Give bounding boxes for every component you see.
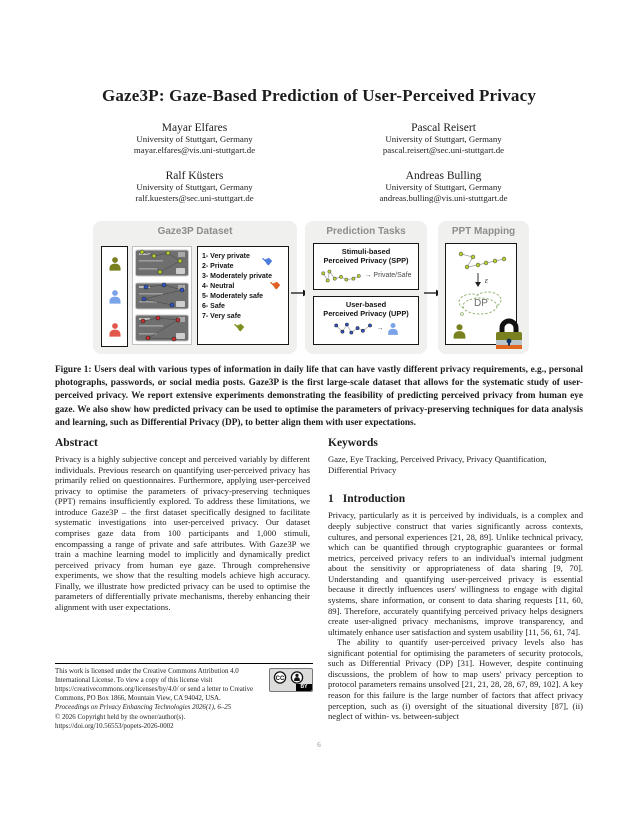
rating-item: 5- Moderately safe [202, 293, 264, 301]
introduction-heading [328, 493, 583, 505]
cc-by-badge [269, 668, 313, 692]
stimulus-card-image [134, 248, 190, 278]
figure-1 [93, 221, 529, 354]
spp-title: Perceived Privacy (SPP) [323, 256, 409, 266]
introduction-paragraph: The ability to quantify user-perceived privacy levels also has significant potential for optimising the parameters of security protocols, such as Differential Privacy (DP) [31]. However, despite continuing discussions, the problem of how to map users' privacy perception to protocol parameters remains unsolved [21, 21, 28, 28, 67, 89, 102]. A key reason for this failure is the large number of factors that affect privacy perception, such as (i) oversight of the situational diversity [87], (ii) neglect of within- vs. between-subject [328, 637, 583, 722]
rating-item: 4- Neutral [202, 283, 235, 291]
stimulus-card-image [134, 281, 190, 311]
gaze-scanpath-icon [333, 321, 375, 337]
rating-item: 2- Private [202, 263, 234, 271]
svg-text:CC: CC [275, 676, 285, 682]
panel-gaze3p-dataset [93, 221, 297, 354]
person-icon [107, 322, 123, 338]
author-affiliation: University of Stuttgart, Germany [136, 134, 253, 144]
upp-task-box [313, 296, 419, 345]
dp-label: DP [474, 298, 488, 309]
person-icon [107, 289, 123, 305]
author-4 [319, 170, 568, 205]
down-arrow-icon [474, 273, 482, 287]
footnote-rule [55, 663, 313, 664]
author-2 [319, 122, 568, 157]
author-1 [70, 122, 319, 157]
rating-item: 7- Very safe [202, 313, 241, 321]
section-title: Introduction [342, 493, 406, 506]
author-email[interactable]: andreas.bulling@vis.uni-stuttgart.de [379, 193, 508, 204]
page-title: Gaze3P: Gaze-Based Prediction of User-Perceived Privacy [101, 86, 537, 105]
privacy-rating-scale [197, 246, 289, 345]
venue-line: Proceedings on Privacy Enhancing Technologies 2026(1), 6–25 [55, 704, 232, 712]
keywords-introduction-column [328, 437, 583, 722]
lock-icon [494, 317, 524, 351]
gaze-scanpath-icon [320, 268, 362, 284]
upp-title: User-based [345, 300, 387, 309]
rating-item: 3- Moderately private [202, 273, 273, 281]
author-name: Pascal Reisert [411, 122, 476, 134]
epsilon-symbol: ε [484, 275, 489, 285]
hand-cursor-icon: ☛ [266, 274, 286, 293]
by-icon: BY [296, 684, 312, 691]
author-name: Ralf Küsters [165, 169, 224, 182]
rating-item: 6- Safe [202, 303, 225, 311]
stimulus-card-image [134, 313, 190, 343]
author-block [70, 122, 568, 205]
person-icon [451, 323, 468, 340]
spp-output-label: → Private/Safe [364, 272, 412, 279]
section-number: 1 [328, 493, 334, 506]
author-affiliation: University of Stuttgart, Germany [385, 134, 502, 144]
panel-title: Prediction Tasks [326, 226, 406, 237]
abstract-body: Privacy is a highly subjective concept and perceived variably by different individuals. Previous research on quantifying user-perceived privacy has primarily relied on questionnaires. Furthermore, applying user-perceived privacy to optimise the parameters of privacy-preserving techniques (PPT) remains insufficiently explored. To address these limitations, we introduce Gaze3P – the first dataset specifically designed to facilitate systematic investigations into user-perceived privacy. Our dataset comprises gaze data from 100 participants and 1,000 stimuli, encompassing a range of private and safe attributes. With Gaze3P we train a machine learning model to implicitly and dynamically predict perceived privacy from human eye gaze. Through comprehensive experiments, we show that the resulting models achieve high accuracy. Finally, we illustrate how predicted privacy can be used to optimise the parameters of differentially private mechanisms, thereby enhancing their alignment with user expectations. [55, 454, 310, 612]
author-email[interactable]: pascal.reisert@sec.uni-stuttgart.de [382, 145, 505, 156]
introduction-paragraph: Privacy, particularly as it is perceived by individuals, is a complex and deeply subjective construct that varies significantly across contexts, cultures, and personal experiences [21, 28, 89]. Unlike technical privacy, which can be quantified through cryptographic guarantees or formal metrics, perceived privacy refers to an individual's internal judgment about the sensitivity or appropriateness of data sharing [9, 70]. Understanding and quantifying user-perceived privacy is essential because it directly influences users' willingness to engage with digital systems, share information, or consent to data sharing requests [11, 60, 89]. Therefore, accurately quantifying perceived privacy helps designers create user-aligned privacy mechanisms, improve transparency, and ultimately enhance user satisfaction and system usability [11, 56, 61, 74]. [328, 510, 583, 637]
hand-cursor-icon: ☛ [258, 250, 278, 269]
spp-title: Stimuli-based [341, 247, 391, 256]
dp-cloud-icon [452, 287, 510, 317]
figure-caption: Figure 1: Users deal with various types of information in daily life that can have vastly different privacy requirements, e.g., personal photographs, passwords, or social media posts. Gaze3P is the first large-scale dataset that allows for the systematic study of user-perceived privacy. We report extensive experiments demonstrating the feasibility of predicting perceived privacy from human eye gaze. We also show how predicted privacy can be used to optimise the parameters of privacy-preserving techniques for data analysis and learning, such as Differential Privacy (DP), to better align them with user expectations. [55, 365, 583, 428]
abstract-heading: Abstract [55, 437, 98, 449]
cc-icon [273, 671, 309, 684]
doi-link[interactable]: https://doi.org/10.56553/popets-2026-0002 [55, 722, 174, 730]
keywords-heading: Keywords [328, 437, 378, 449]
keywords-list: Gaze, Eye Tracking, Perceived Privacy, Privacy Quantification, Differential Privacy [328, 454, 547, 475]
panel-title: Gaze3P Dataset [157, 226, 233, 237]
participants-box [101, 246, 128, 347]
author-email[interactable]: mayar.elfares@vis.uni-stuttgart.de [133, 145, 256, 156]
ppt-mapping-box [445, 243, 517, 345]
person-icon [107, 256, 123, 272]
stimuli-box [132, 246, 192, 345]
copyright-line: © 2026 Copyright held by the owner/author(s). [55, 713, 186, 721]
page-number: 6 [317, 741, 321, 749]
author-affiliation: University of Stuttgart, Germany [385, 181, 502, 192]
rating-item: 1- Very private [202, 253, 250, 260]
hand-cursor-icon: ☛ [230, 316, 250, 335]
license-statement: This work is licensed under the Creative Commons Attribution 4.0 International License. To view a copy of this license visit https://creativecommons.org/licenses/by/4.0/ or send a letter to Creative Commons, PO Box 1866, Mountain View, CA 94042, USA. [55, 668, 254, 703]
upp-arrow-label: → [376, 325, 384, 332]
upp-title: Perceived Privacy (UPP) [323, 309, 409, 319]
license-block [55, 663, 313, 731]
panel-title: PPT Mapping [451, 226, 516, 237]
panel-ppt-mapping [438, 221, 529, 354]
panel-prediction-tasks [305, 221, 427, 354]
spp-task-box [313, 243, 419, 290]
author-name: Andreas Bulling [405, 169, 482, 182]
gaze-scanpath-icon [453, 250, 509, 272]
abstract-column [55, 437, 310, 612]
author-email[interactable]: ralf.kuesters@sec.uni-stuttgart.de [135, 193, 254, 204]
author-3 [70, 170, 319, 205]
author-affiliation: University of Stuttgart, Germany [136, 181, 253, 192]
person-icon [386, 322, 400, 336]
author-name: Mayar Elfares [161, 122, 228, 134]
